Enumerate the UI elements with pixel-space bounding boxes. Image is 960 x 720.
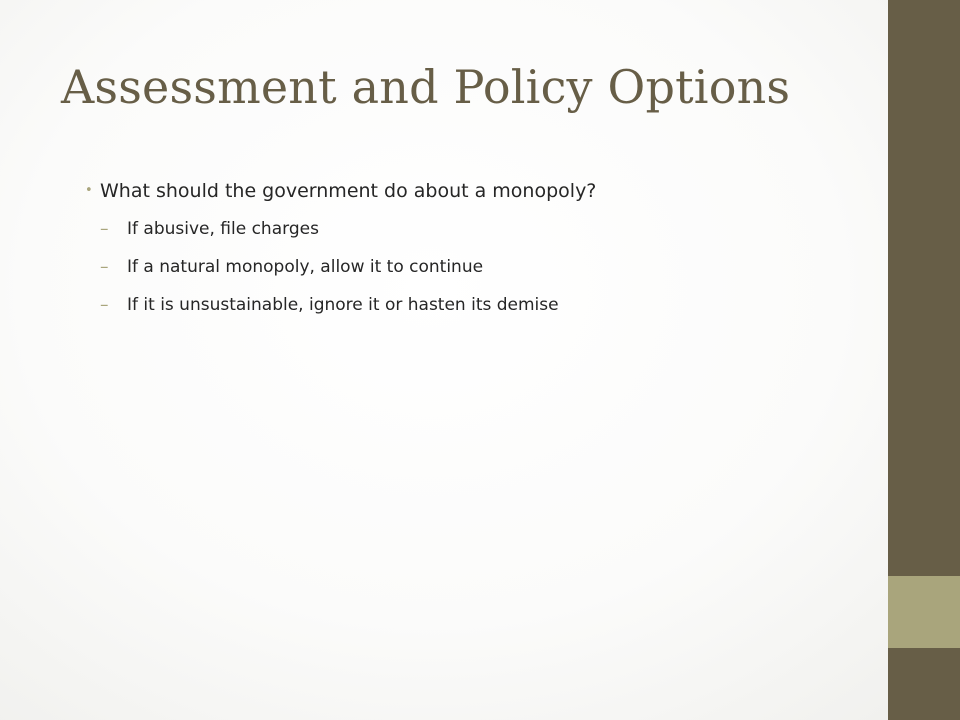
dash-icon: – [100,219,109,239]
dash-icon: – [100,295,109,315]
sub-bullet-text: If abusive, file charges [127,219,319,239]
sub-bullet-item [100,255,860,279]
bullet-item [85,177,860,205]
bullet-list [85,177,860,317]
sub-bullet-item [100,293,860,317]
sub-bullet-item [100,217,860,241]
bullet-dot-icon: • [85,183,93,198]
bullet-text: What should the government do about a monopoly? [100,180,597,202]
sidebar-accent-block [888,576,960,648]
sub-bullet-text: If it is unsustainable, ignore it or hasten its demise [127,295,559,315]
slide-title: Assessment and Policy Options [61,60,791,114]
sub-bullet-text: If a natural monopoly, allow it to continue [127,257,484,277]
dash-icon: – [100,257,109,277]
